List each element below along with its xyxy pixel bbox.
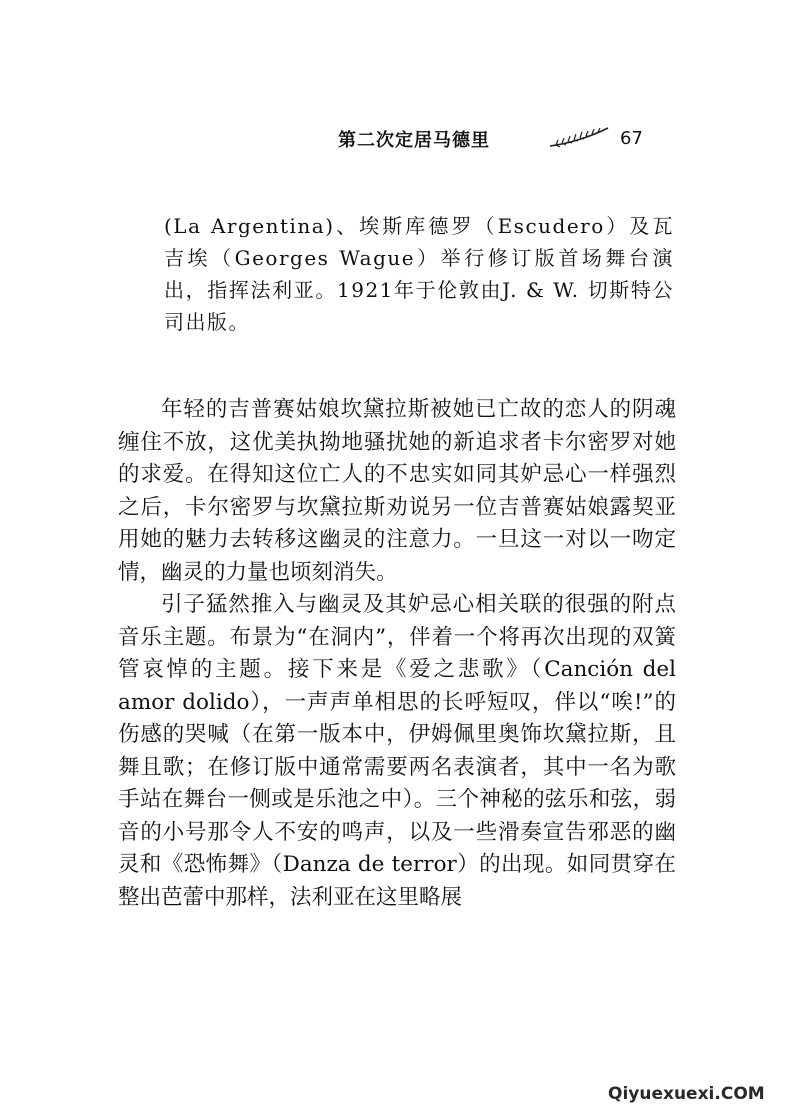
chapter-title: 第二次定居马德里 [338, 130, 490, 151]
running-header [330, 124, 670, 154]
footnote-block [164, 210, 674, 338]
page-number: 67 [620, 128, 643, 149]
body-text [118, 394, 676, 914]
feather-ornament-icon [548, 124, 620, 150]
site-watermark: Qiyuexuexi.COM [608, 1084, 765, 1104]
paragraph-plot-summary: 年轻的吉普赛姑娘坎黛拉斯被她已亡故的恋人的阴魂缠住不放，这优美执拗地骚扰她的新追求者卡尔密罗对她的求爱。在得知这位亡人的不忠实如同其妒忌心一样强烈之后，卡尔密罗与坎黛拉斯劝说另一位吉普赛姑娘露契亚用她的魅力去转移这幽灵的注意力。一旦这一对以一吻定情，幽灵的力量也顷刻消失。 [118, 397, 676, 585]
paragraph-music-description: 引子猛然推入与幽灵及其妒忌心相关联的很强的附点音乐主题。布景为“在洞内”，伴着一个将再次出现的双簧管哀悼的主题。接下来是《爱之悲歌》（Canción del amor dolido），一声声单相思的长呼短叹，伴以“唉!”的伤感的哭喊（在第一版本中，伊姆佩里奥饰坎黛拉斯，且舞且歌；在修订版中通常需要两名表演者，其中一名为歌手站在舞台一侧或是乐池之中）。三个神秘的弦乐和弦，弱音的小号那令人不安的鸣声，以及一些滑奏宣告邪恶的幽灵和《恐怖舞》（Danza de terror）的出现。如同贯穿在整出芭蕾中那样，法利亚在这里略展 [118, 592, 676, 910]
footnote-text: (La Argentina)、埃斯库德罗（Escudero）及瓦吉埃（Georges Wague）举行修订版首场舞台演出，指挥法利亚。1921年于伦敦由J. & W. 切斯特公司出版。 [164, 214, 674, 334]
